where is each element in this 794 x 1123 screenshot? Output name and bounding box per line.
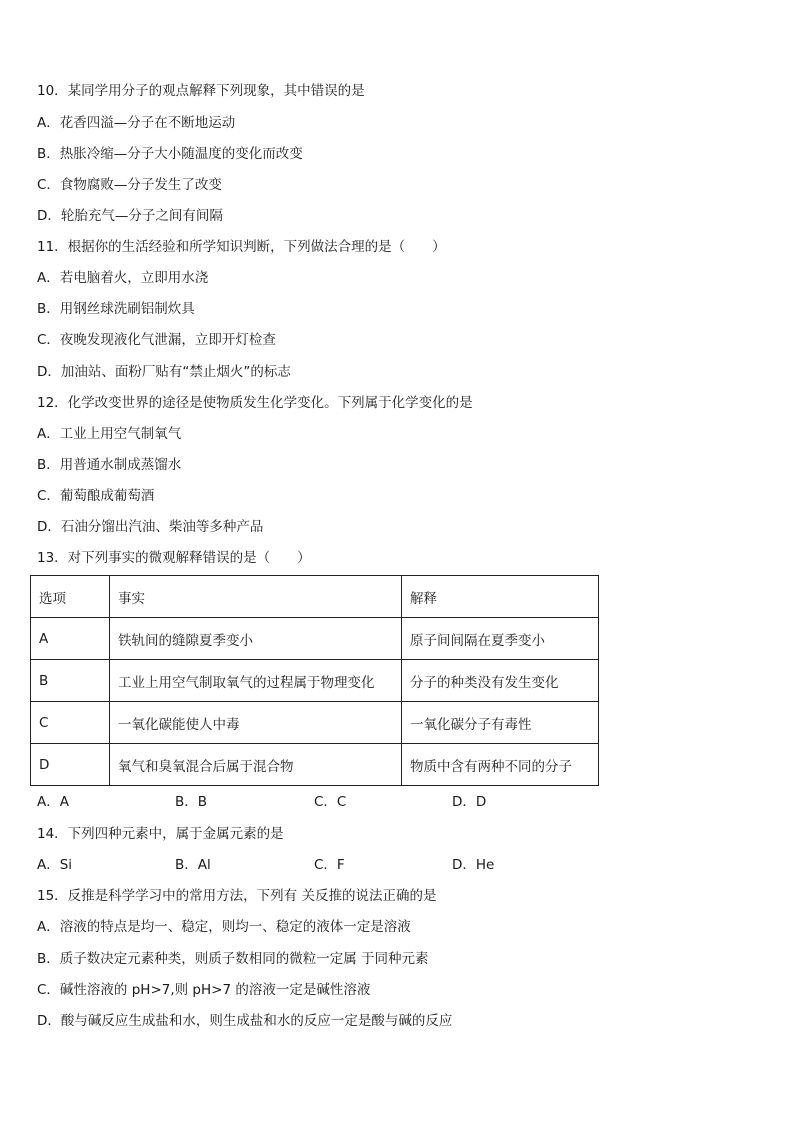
q13-option-d: D．D [452, 794, 487, 810]
table-cell: A [31, 618, 110, 660]
q10-option-a: A．花香四溢—分子在不断地运动 [37, 115, 236, 131]
table-cell: B [31, 660, 110, 702]
table-cell: 氧气和臭氧混合后属于混合物 [110, 744, 402, 786]
table-cell: D [31, 744, 110, 786]
table-header-cell: 选项 [31, 576, 110, 618]
table-cell: 一氧化碳能使人中毒 [110, 702, 402, 744]
q15-option-a: A．溶液的特点是均一、稳定，则均一、稳定的液体一定是溶液 [37, 919, 411, 935]
q11-option-b: B．用钢丝球洗刷铝制炊具 [37, 301, 195, 317]
table-header-row [31, 576, 599, 618]
q10-option-b: B．热胀冷缩—分子大小随温度的变化而改变 [37, 146, 303, 162]
q13-option-b: B．B [175, 794, 208, 810]
q10-stem: 10．某同学用分子的观点解释下列现象，其中错误的是 [37, 83, 365, 99]
q13-stem: 13．对下列事实的微观解释错误的是（ ） [37, 550, 311, 566]
table-row [31, 744, 599, 786]
table-row [31, 618, 599, 660]
q11-stem: 11．根据你的生活经验和所学知识判断，下列做法合理的是（ ） [37, 239, 446, 255]
table-cell: 一氧化碳分子有毒性 [402, 702, 599, 744]
q14-option-d: D．He [452, 857, 495, 873]
q11-option-d: D．加油站、面粉厂贴有“禁止烟火”的标志 [37, 364, 291, 380]
q15-option-b: B．质子数决定元素种类，则质子数相同的微粒一定属 于同种元素 [37, 951, 429, 967]
q12-option-c: C．葡萄酿成葡萄酒 [37, 488, 155, 504]
q15-stem: 15．反推是科学学习中的常用方法，下列有 关反推的说法正确的是 [37, 888, 437, 904]
table-row [31, 702, 599, 744]
q10-option-d: D．轮胎充气—分子之间有间隔 [37, 208, 223, 224]
table-cell: 物质中含有两种不同的分子 [402, 744, 599, 786]
table-row [31, 660, 599, 702]
table-header-cell: 事实 [110, 576, 402, 618]
q11-option-a: A．若电脑着火，立即用水浇 [37, 270, 209, 286]
q15-option-c: C．碱性溶液的 pH>7,则 pH>7 的溶液一定是碱性溶液 [37, 982, 371, 998]
q13-option-c: C．C [314, 794, 347, 810]
q12-stem: 12．化学改变世界的途径是使物质发生化学变化。下列属于化学变化的是 [37, 395, 473, 411]
table-header-cell: 解释 [402, 576, 599, 618]
q15-option-d: D．酸与碱反应生成盐和水，则生成盐和水的反应一定是酸与碱的反应 [37, 1013, 453, 1029]
q10-option-c: C．食物腐败—分子发生了改变 [37, 177, 222, 193]
table-cell: 分子的种类没有发生变化 [402, 660, 599, 702]
q14-stem: 14．下列四种元素中，属于金属元素的是 [37, 826, 284, 842]
q11-option-c: C．夜晚发现液化气泄漏，立即开灯检查 [37, 332, 276, 348]
table-cell: 工业上用空气制取氧气的过程属于物理变化 [110, 660, 402, 702]
q14-option-b: B．Al [175, 857, 211, 873]
q13-option-a: A．A [37, 794, 69, 810]
q12-option-b: B．用普通水制成蒸馏水 [37, 457, 182, 473]
table-cell: 原子间间隔在夏季变小 [402, 618, 599, 660]
q14-option-a: A．Si [37, 857, 73, 873]
q12-option-a: A．工业上用空气制氧气 [37, 426, 182, 442]
table-cell: C [31, 702, 110, 744]
q12-option-d: D．石油分馏出汽油、柴油等多种产品 [37, 519, 264, 535]
table-cell: 铁轨间的缝隙夏季变小 [110, 618, 402, 660]
q14-option-c: C．F [314, 857, 345, 873]
q13-table [30, 575, 599, 786]
